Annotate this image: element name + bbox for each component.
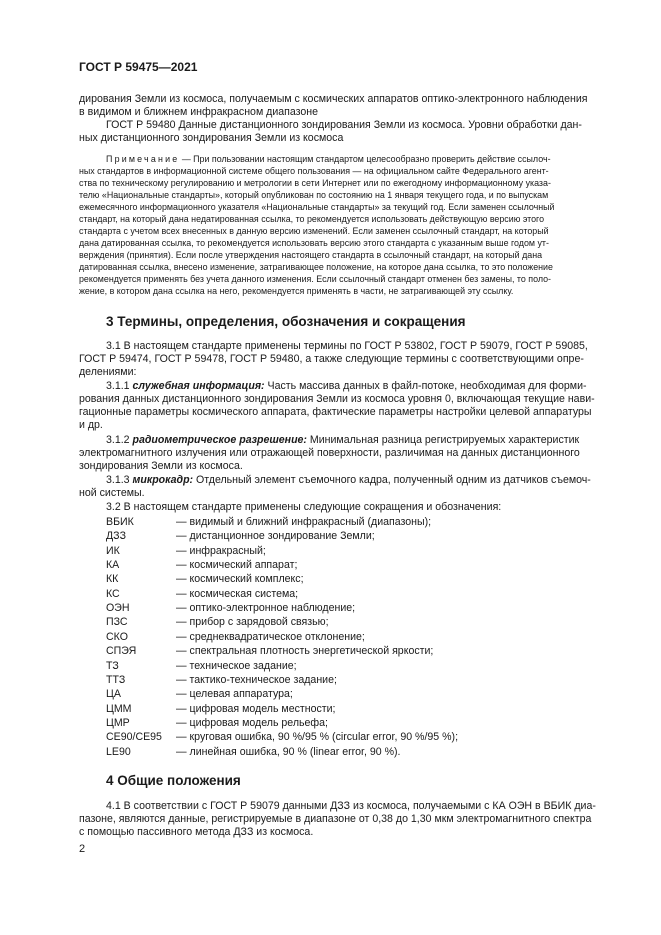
abbreviation: LE90 xyxy=(106,745,131,758)
section-3-heading: 3 Термины, определения, обозначения и сокращения xyxy=(106,314,466,329)
abbreviation: ОЭН xyxy=(106,602,130,615)
document-header: ГОСТ Р 59475—2021 xyxy=(79,60,198,74)
note-line: телю «Национальные стандарты», который опубликован по состоянию на 1 января текущего года, и по выпускам xyxy=(79,190,549,200)
paragraph-line: гационные параметры космического аппарата, фактические параметры настройки целевой аппаратуры xyxy=(79,406,592,418)
abbreviation: ЦМР xyxy=(106,716,130,729)
abbreviation-definition: — цифровая модель местности; xyxy=(176,702,336,715)
abbreviation: СКО xyxy=(106,630,128,643)
abbreviation-definition: — инфракрасный; xyxy=(176,544,266,557)
abbreviation-definition: — космический аппарат; xyxy=(176,559,298,572)
abbreviation-definition: — прибор с зарядовой связью; xyxy=(176,616,329,629)
abbreviation: ДЗЗ xyxy=(106,530,126,543)
paragraph-line: делениями: xyxy=(79,366,137,378)
ref-line: ГОСТ Р 59480 Данные дистанционного зондирования Земли из космоса. Уровни обработки дан- xyxy=(106,119,582,131)
paragraph-line: 3.1 В настоящем стандарте применены термины по ГОСТ Р 53802, ГОСТ Р 59079, ГОСТ Р 59085, xyxy=(106,340,588,352)
abbreviation: СПЭЯ xyxy=(106,645,137,658)
note-line: датированная ссылка, внесено изменение, затрагивающее положение, на которое дана ссылка, то это положение xyxy=(79,262,553,272)
note-line: стандарта с учетом всех внесенных в данную версию изменений. Если заменен ссылочный стандарт, на который xyxy=(79,226,549,236)
ref-line: в видимом и ближнем инфракрасном диапазоне xyxy=(79,106,319,118)
term-line: 3.1.3 микрокадр: Отдельный элемент съемочного кадра, полученный одним из датчиков съемоч- xyxy=(106,474,591,486)
abbreviation: ВБИК xyxy=(106,516,134,528)
term-line: 3.1.2 радиометрическое разрешение: Минимальная разница регистрируемых характеристик xyxy=(106,434,580,446)
abbreviation-definition: — круговая ошибка, 90 %/95 % (circular error, 90 %/95 %); xyxy=(176,731,459,744)
abbreviation: CE90/CE95 xyxy=(106,731,162,744)
note-line: ства по техническому регулированию и метрологии в сети Интернет или по ежегодному информационному указа- xyxy=(79,178,551,188)
abbreviation-definition: — космический комплекс; xyxy=(176,573,304,586)
abbreviation-definition: — целевая аппаратура; xyxy=(176,688,293,701)
abbreviation-definition: — тактико-техническое задание; xyxy=(176,673,337,686)
note-line: верждения (принятия). Если после утверждения настоящего стандарта в ссылочный стандарт, на который дана xyxy=(79,250,543,260)
abbreviation-definition: — дистанционное зондирование Земли; xyxy=(176,530,375,543)
abbreviation-definition: — линейная ошибка, 90 % (linear error, 90 %). xyxy=(176,745,401,758)
note-line: жение, в котором дана ссылка на него, рекомендуется применять в части, не затрагивающей эту ссылку. xyxy=(79,286,514,296)
paragraph-line: ГОСТ Р 59474, ГОСТ Р 59478, ГОСТ Р 59480, а также следующие термины с соответствующими опре- xyxy=(79,353,584,365)
note-line: рекомендуется применять без учета данного изменения. Если ссылочный стандарт отменен без замены, то поло- xyxy=(79,274,552,284)
paragraph-line: и др. xyxy=(79,419,103,431)
paragraph-line: ной системы. xyxy=(79,487,145,499)
ref-line: дирования Земли из космоса, получаемым с космических аппаратов оптико-электронного наблюдения xyxy=(79,93,588,105)
abbreviation: ЦММ xyxy=(106,702,132,715)
paragraph-line: 4.1 В соответствии с ГОСТ Р 59079 данными ДЗЗ из космоса, получаемыми с КА ОЭН в ВБИК диа- xyxy=(106,800,596,812)
ref-line: ных дистанционного зондирования Земли из космоса xyxy=(79,132,344,144)
abbreviation-definition: — видимый и ближний инфракрасный (диапазоны); xyxy=(176,516,432,528)
term-name: служебная информация: xyxy=(132,380,265,392)
abbreviation-definition: — спектральная плотность энергетической яркости; xyxy=(176,645,434,658)
note-line: ных стандартов в информационной системе общего пользования — на официальном сайте Федерального агент- xyxy=(79,166,549,176)
paragraph-line: зондирования Земли из космоса. xyxy=(79,460,243,472)
term-line: 3.1.1 служебная информация: Часть массива данных в файл-потоке, необходимая для форми- xyxy=(106,380,587,392)
abbreviation: ЦА xyxy=(106,688,121,701)
abbreviation-definition: — оптико-электронное наблюдение; xyxy=(176,602,356,615)
note-line: Примечание — При пользовании настоящим стандартом целесообразно проверить действие ссылоч- xyxy=(106,154,551,164)
abbreviation: ТТЗ xyxy=(106,673,126,686)
abbreviation-definition: — среднеквадратическое отклонение; xyxy=(176,630,365,643)
abbreviation: КА xyxy=(106,559,120,572)
abbreviation: ПЗС xyxy=(106,616,128,629)
term-name: микрокадр: xyxy=(132,474,194,486)
paragraph-line: с помощью пассивного метода ДЗЗ из космоса. xyxy=(79,826,314,838)
term-name: радиометрическое разрешение: xyxy=(132,434,307,446)
paragraph-line: пазоне, являются данные, регистрируемые в диапазоне от 0,38 до 1,30 мкм электромагнитного спектра xyxy=(79,813,592,825)
abbreviation: ИК xyxy=(106,544,120,557)
note-line: ежемесячного информационного указателя «Национальные стандарты» за текущий год. Если заменен ссылочный xyxy=(79,202,555,212)
abbreviation: ТЗ xyxy=(106,659,119,672)
page-number: 2 xyxy=(79,843,86,855)
note-line: стандарт, на который дана недатированная ссылка, то рекомендуется использовать действующую версию этого xyxy=(79,214,545,224)
abbreviation: КК xyxy=(106,573,119,586)
note-label: Примечание xyxy=(106,154,180,164)
abbreviation-definition: — космическая система; xyxy=(176,587,299,600)
note-line: дана датированная ссылка, то рекомендуется использовать версию этого стандарта с указанным выше годом ут- xyxy=(79,238,549,248)
paragraph-line: 3.2 В настоящем стандарте применены следующие сокращения и обозначения: xyxy=(106,501,502,513)
abbreviation-definition: — цифровая модель рельефа; xyxy=(176,716,328,729)
abbreviation-definition: — техническое задание; xyxy=(176,659,297,672)
section-4-heading: 4 Общие положения xyxy=(106,773,241,788)
paragraph-line: электромагнитного излучения или отражающей поверхности, различимая на данных дистанционного xyxy=(79,447,580,459)
paragraph-line: рования данных дистанционного зондирования Земли из космоса уровня 0, включающая текущие нави- xyxy=(79,393,595,405)
abbreviation: КС xyxy=(106,587,120,600)
